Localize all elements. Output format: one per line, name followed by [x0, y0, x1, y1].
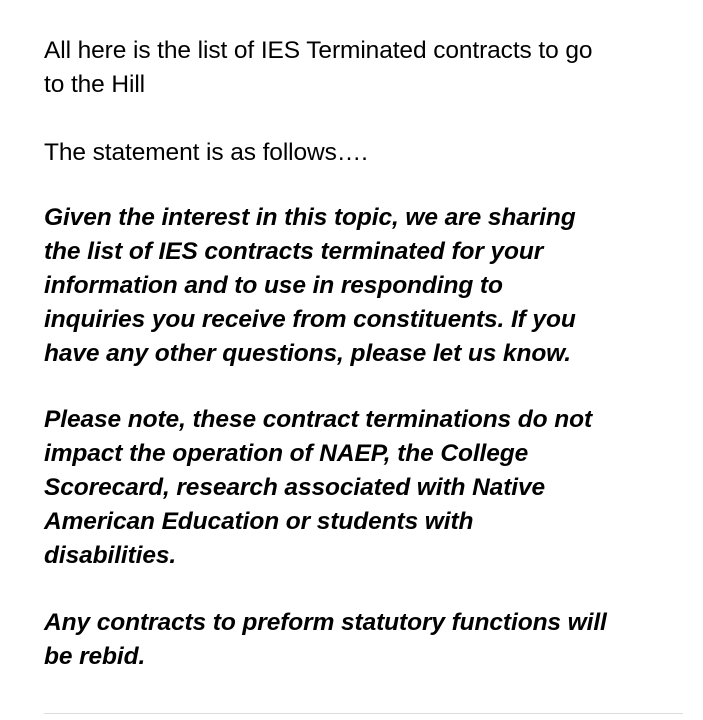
statement-line: inquiries you receive from constituents. If you — [44, 306, 576, 333]
statement-intro — [44, 136, 684, 170]
statement-line: American Education or students with — [44, 508, 474, 535]
intro-text — [44, 34, 684, 102]
statement-line: impact the operation of NAEP, the College — [44, 440, 529, 467]
statement-line: Any contracts to preform statutory functions will — [44, 609, 607, 636]
statement-paragraph-note — [44, 403, 684, 573]
statement-line: the list of IES contracts terminated for your — [44, 238, 544, 265]
statement-paragraph-rebid — [44, 606, 684, 674]
statement-line: Given the interest in this topic, we are sharing — [44, 204, 576, 231]
message-body — [44, 34, 684, 674]
statement-line: have any other questions, please let us know. — [44, 340, 571, 367]
statement-paragraph-interest — [44, 201, 684, 371]
statement-intro-line: The statement is as follows…. — [44, 139, 368, 166]
statement-line: information and to use in responding to — [44, 272, 503, 299]
statement-line: Scorecard, research associated with Native — [44, 474, 546, 501]
statement-line: disabilities. — [44, 542, 177, 569]
intro-text-line: to the Hill — [44, 71, 146, 98]
message-divider — [44, 713, 683, 714]
intro-text-line: All here is the list of IES Terminated contracts to go — [44, 37, 593, 64]
statement-line: Please note, these contract terminations do not — [44, 406, 593, 433]
statement-line: be rebid. — [44, 643, 146, 670]
